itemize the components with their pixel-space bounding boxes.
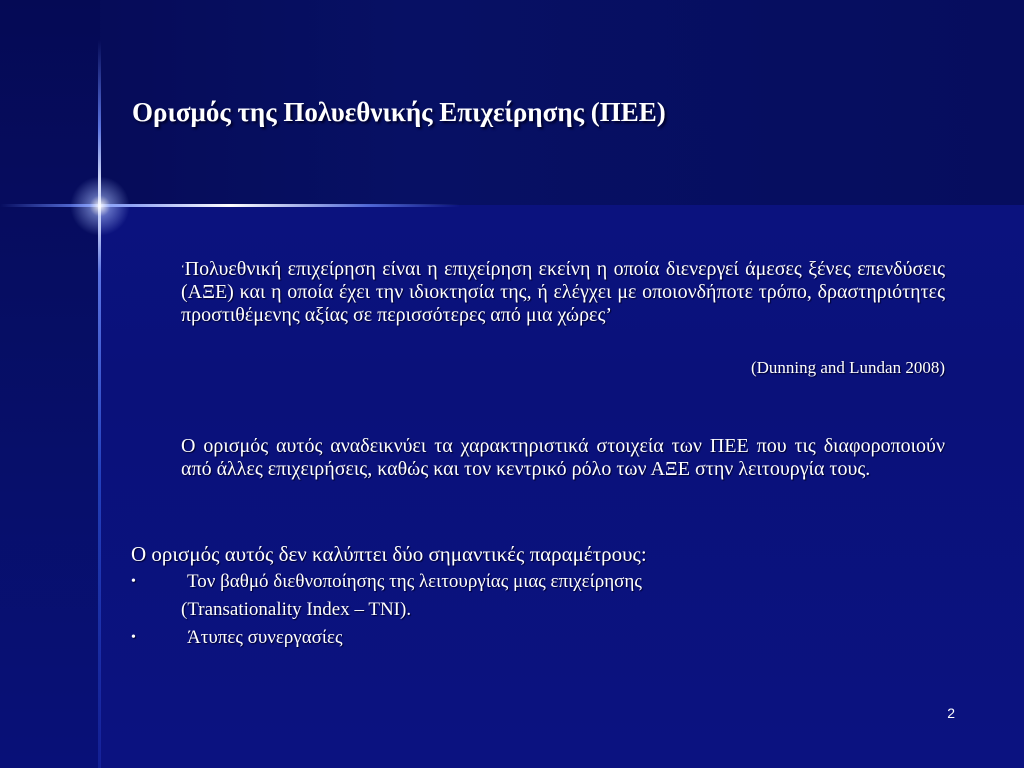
- slide-title: Ορισμός της Πολυεθνικής Επιχείρησης (ΠΕΕ): [132, 97, 666, 127]
- bullet-continuation: (Transationality Index – TNI).: [181, 599, 412, 620]
- sparkle-star-icon: [70, 176, 130, 236]
- page-number: 2: [947, 705, 955, 721]
- remark-paragraph: Ο ορισμός αυτός αναδεικνύει τα χαρακτηριστικά στοιχεία των ΠΕΕ που τις διαφοροποιούν από άλλες επιχειρήσεις, καθώς και τον κεντρικό ρόλο των ΑΞΕ στην λειτουργία τους.: [181, 435, 945, 480]
- bullet-icon: •: [131, 574, 136, 589]
- intro-line: Ο ορισμός αυτός δεν καλύπτει δύο σημαντικές παραμέτρους:: [131, 542, 647, 566]
- bullet-text: Τον βαθμό διεθνοποίησης της λειτουργίας μιας επιχείρησης: [187, 571, 642, 592]
- bullet-text: Άτυπες συνεργασίες: [187, 627, 343, 648]
- citation: (Dunning and Lundan 2008): [750, 358, 945, 377]
- definition-quote: [181, 258, 945, 327]
- bullet-icon: •: [131, 630, 136, 645]
- quote-open-mark: ‘: [181, 263, 185, 275]
- definition-quote-text: Πολυεθνική επιχείρηση είναι η επιχείρηση εκείνη η οποία διενεργεί άμεσες ξένες επενδύσεις (ΑΞΕ) και η οποία έχει την ιδιοκτησία της, ή ελέγχει με οποιονδήποτε τρόπο, δραστηριότητες προστιθέμενης αξίας σε περισσότερες από μια χώρες’: [181, 258, 945, 326]
- horizontal-light-line: [0, 204, 460, 207]
- left-band: [0, 0, 100, 768]
- vertical-light-line: [98, 40, 101, 768]
